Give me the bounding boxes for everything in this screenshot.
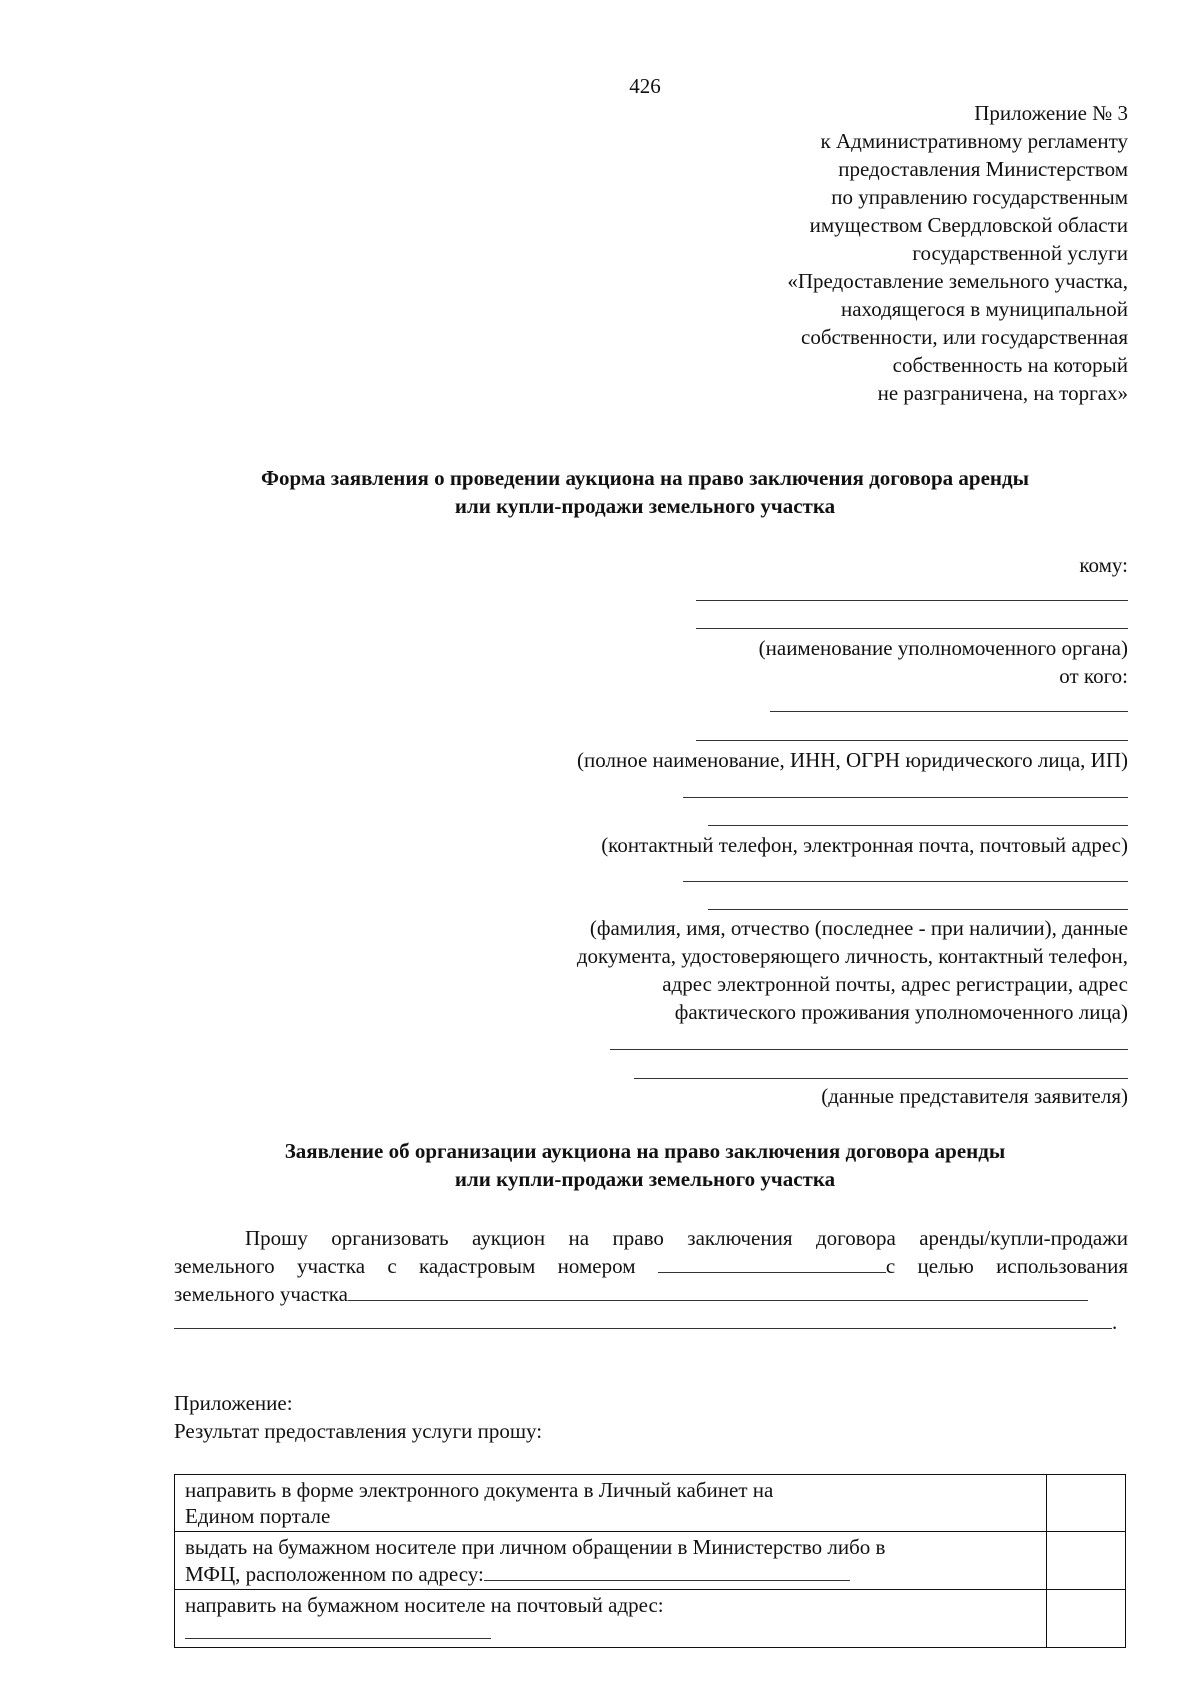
table-row — [175, 1475, 1126, 1532]
legal-entity-caption: (полное наименование, ИНН, ОГРН юридического лица, ИП) — [577, 748, 1128, 772]
appendix-line: «Предоставление земельного участка, — [787, 269, 1128, 293]
postal-address-field[interactable] — [185, 1618, 491, 1639]
form-title-line: или купли-продажи земельного участка — [454, 494, 836, 518]
to-label: кому: — [1079, 553, 1128, 577]
appendix-line: собственность на который — [892, 353, 1128, 377]
option-text — [175, 1590, 1047, 1648]
appendix-line: находящегося в муниципальной — [840, 297, 1128, 321]
blank-line[interactable] — [696, 628, 1128, 629]
request-text: земельного участка с кадастровым номером — [174, 1254, 636, 1278]
blank-line[interactable] — [696, 600, 1128, 601]
appendix-line: государственной услуги — [912, 241, 1128, 265]
request-line-3 — [174, 1280, 1128, 1308]
page-number: 426 — [629, 74, 661, 98]
caption-line: адрес электронной почты, адрес регистрации, адрес — [662, 972, 1128, 996]
appendix-line: предоставления Министерством — [838, 157, 1128, 181]
option-line-text: МФЦ, расположенном по адресу: — [185, 1562, 484, 1586]
result-label: Результат предоставления услуги прошу: — [174, 1419, 543, 1443]
table-row — [175, 1590, 1126, 1648]
contacts-caption: (контактный телефон, электронная почта, почтовый адрес) — [601, 833, 1128, 857]
statement-title — [170, 1137, 1120, 1193]
option-line: Едином портале — [185, 1504, 331, 1528]
request-paragraph — [174, 1224, 1128, 1336]
caption-line: (фамилия, имя, отчество (последнее - при наличии), данные — [589, 916, 1128, 940]
attachment-label: Приложение: — [174, 1391, 293, 1415]
appendix-line: собственности, или государственная — [801, 325, 1128, 349]
table-row — [175, 1532, 1126, 1590]
statement-title-line: или купли-продажи земельного участка — [454, 1167, 836, 1191]
from-label: от кого: — [1059, 664, 1128, 688]
form-title-line: Форма заявления о проведении аукциона на право заключения договора аренды — [260, 466, 1030, 490]
form-title — [170, 464, 1120, 520]
representative-caption — [577, 914, 1128, 1026]
option-line: направить на бумажном носителе на почтовый адрес: — [185, 1593, 664, 1617]
option-line: выдать на бумажном носителе при личном обращении в Министерство либо в — [185, 1535, 886, 1559]
blank-line[interactable] — [634, 1078, 1128, 1079]
request-text: земельного участка — [174, 1282, 348, 1306]
option-text — [175, 1532, 1047, 1590]
appendix-line: к Административному регламенту — [820, 129, 1128, 153]
option-text — [175, 1475, 1047, 1532]
blank-line[interactable] — [708, 909, 1128, 910]
appendix-line: не разграничена, на торгах» — [877, 381, 1128, 405]
option-checkbox[interactable] — [1047, 1532, 1126, 1590]
request-line-2 — [174, 1252, 1128, 1280]
appendix-line: по управлению государственным — [831, 185, 1128, 209]
appendix-line: Приложение № 3 — [974, 101, 1128, 125]
option-line — [185, 1560, 1036, 1587]
caption-line: фактического проживания уполномоченного лица) — [674, 1000, 1128, 1024]
land-use-purpose-field[interactable] — [348, 1280, 1088, 1301]
caption-line: документа, удостоверяющего личность, контактный телефон, — [576, 944, 1128, 968]
blank-line[interactable] — [683, 881, 1128, 882]
cadastral-number-field[interactable] — [658, 1252, 886, 1273]
blank-line[interactable] — [610, 1049, 1128, 1050]
applicant-rep-caption: (данные представителя заявителя) — [821, 1084, 1128, 1108]
blank-line[interactable] — [696, 740, 1128, 741]
option-line — [185, 1618, 1036, 1645]
appendix-line: имуществом Свердловской области — [809, 213, 1128, 237]
request-text: с целью использования — [885, 1254, 1128, 1278]
option-checkbox[interactable] — [1047, 1590, 1126, 1648]
request-line-4 — [174, 1308, 1128, 1336]
statement-title-line: Заявление об организации аукциона на право заключения договора аренды — [284, 1139, 1006, 1163]
option-checkbox[interactable] — [1047, 1475, 1126, 1532]
end-mark: . — [1112, 1310, 1118, 1334]
delivery-options-table — [174, 1474, 1126, 1648]
option-line: направить в форме электронного документа в Личный кабинет на — [185, 1478, 774, 1502]
office-address-field[interactable] — [484, 1560, 850, 1581]
appendix-header — [528, 99, 1128, 407]
request-line-1: Прошу организовать аукцион на право заключения договора аренды/купли-продажи — [245, 1226, 1128, 1250]
blank-line[interactable] — [770, 711, 1128, 712]
blank-line[interactable] — [708, 825, 1128, 826]
authority-caption: (наименование уполномоченного органа) — [758, 636, 1128, 660]
land-use-purpose-field[interactable] — [174, 1308, 1112, 1329]
blank-line[interactable] — [683, 797, 1128, 798]
